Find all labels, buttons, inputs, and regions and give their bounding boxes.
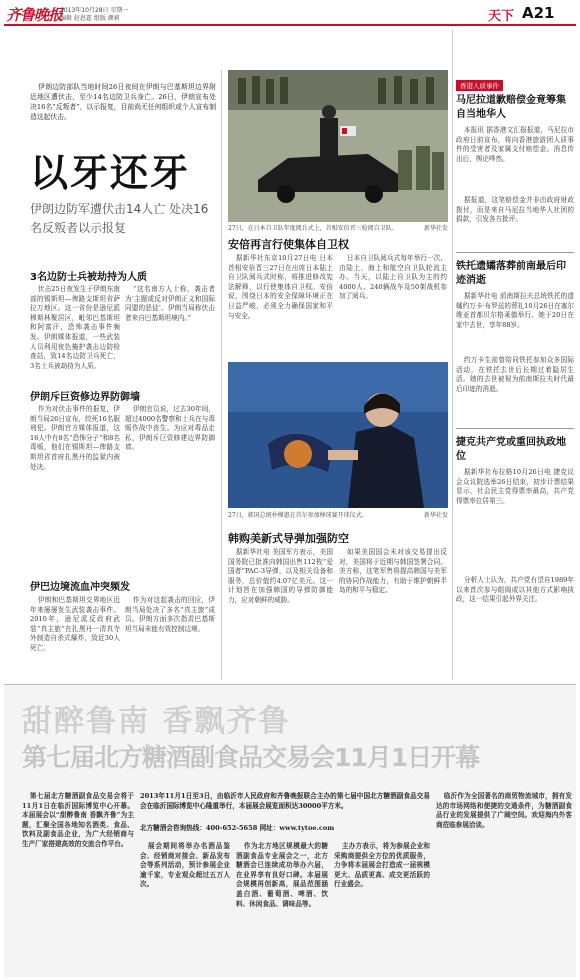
lead-title: 以牙还牙	[30, 151, 191, 195]
sidebar-text-1: 本报讯 据香港文汇报报道，马尼拉市政府日前宣布，将向香港旅游团人质事件的受害者及家属支付赔偿金。消息传出后，舆论哗然。	[456, 126, 574, 163]
ad-title-2: 第七届北方糖酒副食品交易会11月1日开幕	[22, 743, 480, 772]
masthead-editor: 编辑 赵恩霆 组版 颜莉	[60, 15, 120, 22]
story3-text-col2: 作为对这起袭击的回应，伊朗当局处决了多名“真主旅”成员。伊朗方面多次指责巴基斯坦当局未能有效控制边境。	[125, 596, 215, 633]
masthead-rule	[4, 24, 576, 26]
ad-text-col4: 主办方表示，将为参展企业和采购商提供全方位的优质服务，力争将本届展会打造成一届规模更大、品质更高、成交更活跃的行业盛会。	[334, 842, 430, 889]
ad-contact: 北方糖酒会咨询热线：400-652-5658 网址：www.tytoe.com	[140, 824, 335, 832]
story1-text-col1: 伏击25日夜发生于伊朗东南部的锡斯坦—俾路支斯坦省萨拉万地区。这一省份是逊尼派穆斯林聚居区，毗邻巴基斯坦和阿富汗，恐怖袭击事件频发。伊朗媒体报道，一些武装人员利用夜色掩护袭击边防检查站，致14名边防卫兵死亡，3名士兵被劫持为人质。	[30, 285, 120, 370]
section-title: 天下	[488, 9, 515, 24]
president-photo	[228, 362, 448, 508]
abe-text-col2: 日本自卫队阅兵式每年举行一次，由陆上、海上和航空自卫队轮流主办。当天，以陆上自卫队为主的约4000人、240辆战车及50架战机参加了阅兵。	[339, 254, 447, 301]
masthead-date: 2013年10月28日 星期一	[60, 7, 129, 14]
ad-text-col1: 第七届北方糖酒副食品交易会将于11月1日在临沂国际博览中心开幕。本届展会以“甜醉鲁南 香飘齐鲁”为主题，汇聚全国各地知名酒类、食品、饮料及副食品企业，为广大经销商与生产厂家搭建高效的交流合作平台。	[22, 792, 134, 848]
sidebar-heading-3: 捷克共产党或重回执政地位	[456, 437, 566, 462]
ad-text-col3: 作为北方地区规模最大的糖酒副食品专业展会之一，北方糖酒会已连续成功举办六届，在业界享有良好口碑。本届展会规模再创新高，展品范围涵盖白酒、葡萄酒、啤酒、饮料、休闲食品、调味品等。	[236, 842, 328, 908]
story2-text-col1: 作为对伏击事件的报复，伊朗当局26日宣布，绞死16名服刑犯。伊朗官方媒体报道，这16人中有8名“恐怖分子”和8名毒贩，他们在锡斯坦—俾路支斯坦省首府扎黑丹的监狱内被处决。	[30, 405, 120, 471]
abe-heading: 安倍再言行使集体自卫权	[228, 238, 349, 251]
ad-text-col2: 展会期间将举办名酒品鉴会、经销商对接会、新品发布会等系列活动，预计参展企业逾千家，专业观众超过五万人次。	[140, 842, 230, 889]
story1-text-col2: “这名南方人士称，袭击者为‘主题或反对伊朗正义和国际同盟的恶徒’。伊朗当局称伏击者来自巴基斯坦境内。”	[125, 285, 215, 322]
lead-subtitle: 伊朗边防军遭伏击14人亡 处决16名反叛者以示报复	[30, 202, 209, 235]
masthead-logo: 齐鲁晚报	[6, 6, 63, 24]
sidebar-text-2: 据报道，这笔赔偿金并非由政府财政拨付，而是来自马尼拉当地华人社团的捐款，引发各方批评。	[456, 196, 574, 224]
right-column-divider	[452, 30, 453, 680]
photo2-caption: 27日，韩国总统朴槿惠在首尔参加棒球赛开球仪式。	[228, 512, 368, 519]
korea-text-col1: 据新华社电 美国军方表示，美国国务院已批准向韩国出售112枚“爱国者”PAC-3导弹，以及相关设备和服务，总价值约4.07亿美元。这一计划旨在加强韩国的导弹防御能力，应对朝鲜的威胁。	[228, 548, 333, 604]
abe-text-col1: 据新华社东京10月27日电 日本首相安倍晋三27日在出席日本陆上自卫队阅兵式时称，将推进修改宪法解释，以行使集体自卫权。安倍说，围绕日本的安全保障环境正在日益严峻，必须全力确保国家和平与安全。	[228, 254, 333, 320]
ad-text-col5: 临沂作为全国著名的商贸物流城市，拥有发达的市场网络和便捷的交通条件，为糖酒副食品行业的发展提供了广阔空间。欢迎海内外客商莅临参展洽谈。	[436, 792, 572, 829]
photo2-credit: 新华社发	[423, 512, 448, 519]
sidebar-tag: 香港人质事件	[456, 80, 503, 91]
story3-text-col1: 伊朗和巴基斯坦交界地区近年来屡屡发生武装袭击事件。2010年，逊尼派反政府武装“真主旅”在扎黑丹一清真寺外制造自杀式爆炸，致近30人死亡。	[30, 596, 120, 652]
ad-intro: 2013年11月1日至3日，由临沂市人民政府和齐鲁晚报联合主办的第七届中国北方糖酒副食品交易会在临沂国际博览中心隆重举行，本届展会展览面积达30000平方米。	[140, 792, 430, 810]
column-divider	[221, 70, 222, 680]
photo1-credit: 新华社发	[423, 225, 448, 232]
sidebar-divider-2	[456, 428, 574, 429]
sidebar-divider-1	[456, 252, 574, 253]
sidebar-text-5: 据新华社布拉格10月26日电 捷克议会众议院选举26日结束，初步计票结果显示，社会民主党得票率最高，共产党得票率位居第三。	[456, 468, 574, 505]
sidebar-heading-2: 铁托遗孀落葬前南最后印迹消逝	[456, 261, 566, 286]
korea-heading: 韩购美新式导弹加强防空	[228, 532, 349, 545]
page-number: A21	[522, 4, 555, 22]
story2-text-col2: 伊朗官员说，过去30年间，超过4000名警察和士兵在与毒贩作战中丧生。为应对毒品走私，伊朗斥巨资修建边界防御墙。	[125, 405, 215, 452]
ad-title-1: 甜醉鲁南 香飘齐鲁	[22, 704, 291, 739]
story1-heading: 3名边防士兵被劫持为人质	[30, 272, 147, 283]
parade-photo	[228, 70, 448, 222]
photo1-caption: 27日，在日本自卫队年度阅兵式上，首相安倍晋三检阅自卫队。	[228, 225, 398, 232]
sidebar-text-4: 约万卡生前曾陪同铁托参加众多国际活动，在铁托去世后长期过着隐居生活。她的去世被视为前南斯拉夫时代最后印迹的消逝。	[456, 356, 574, 393]
lead-intro: 伊朗边防部队当地时间26日夜间在伊朗与巴基斯坦边界附近地区遭伏击，至少14名边防卫兵身亡。26日，伊朗宣布处决16名“反叛者”，以示报复，目前尚无任何组织或个人宣布制造这起伏击。	[30, 83, 216, 121]
sidebar-text-6: 分析人士认为，共产党有望自1989年以来首次参与组阁或以其他方式影响执政，这一结果引起外界关注。	[456, 576, 574, 604]
story3-heading: 伊巴边境流血冲突频发	[30, 582, 130, 593]
sidebar-heading-1: 马尼拉道歉赔偿金竟筹集自当地华人	[456, 95, 566, 120]
story2-heading: 伊朗斥巨资修边界防御墙	[30, 392, 140, 403]
korea-text-col2: 如果美国国会未对该交易提出反对，美国将于近期与韩国签署合同。美方称，这笔军售将提高韩国与美军的协同作战能力，有助于维护朝鲜半岛的和平与稳定。	[339, 548, 447, 595]
sidebar-text-3: 据新华社电 前南斯拉夫总统铁托的遗孀约万卡·布罗兹的葬礼10月26日在塞尔维亚首都贝尔格莱德举行。她于20日在家中去世，享年88岁。	[456, 292, 574, 329]
